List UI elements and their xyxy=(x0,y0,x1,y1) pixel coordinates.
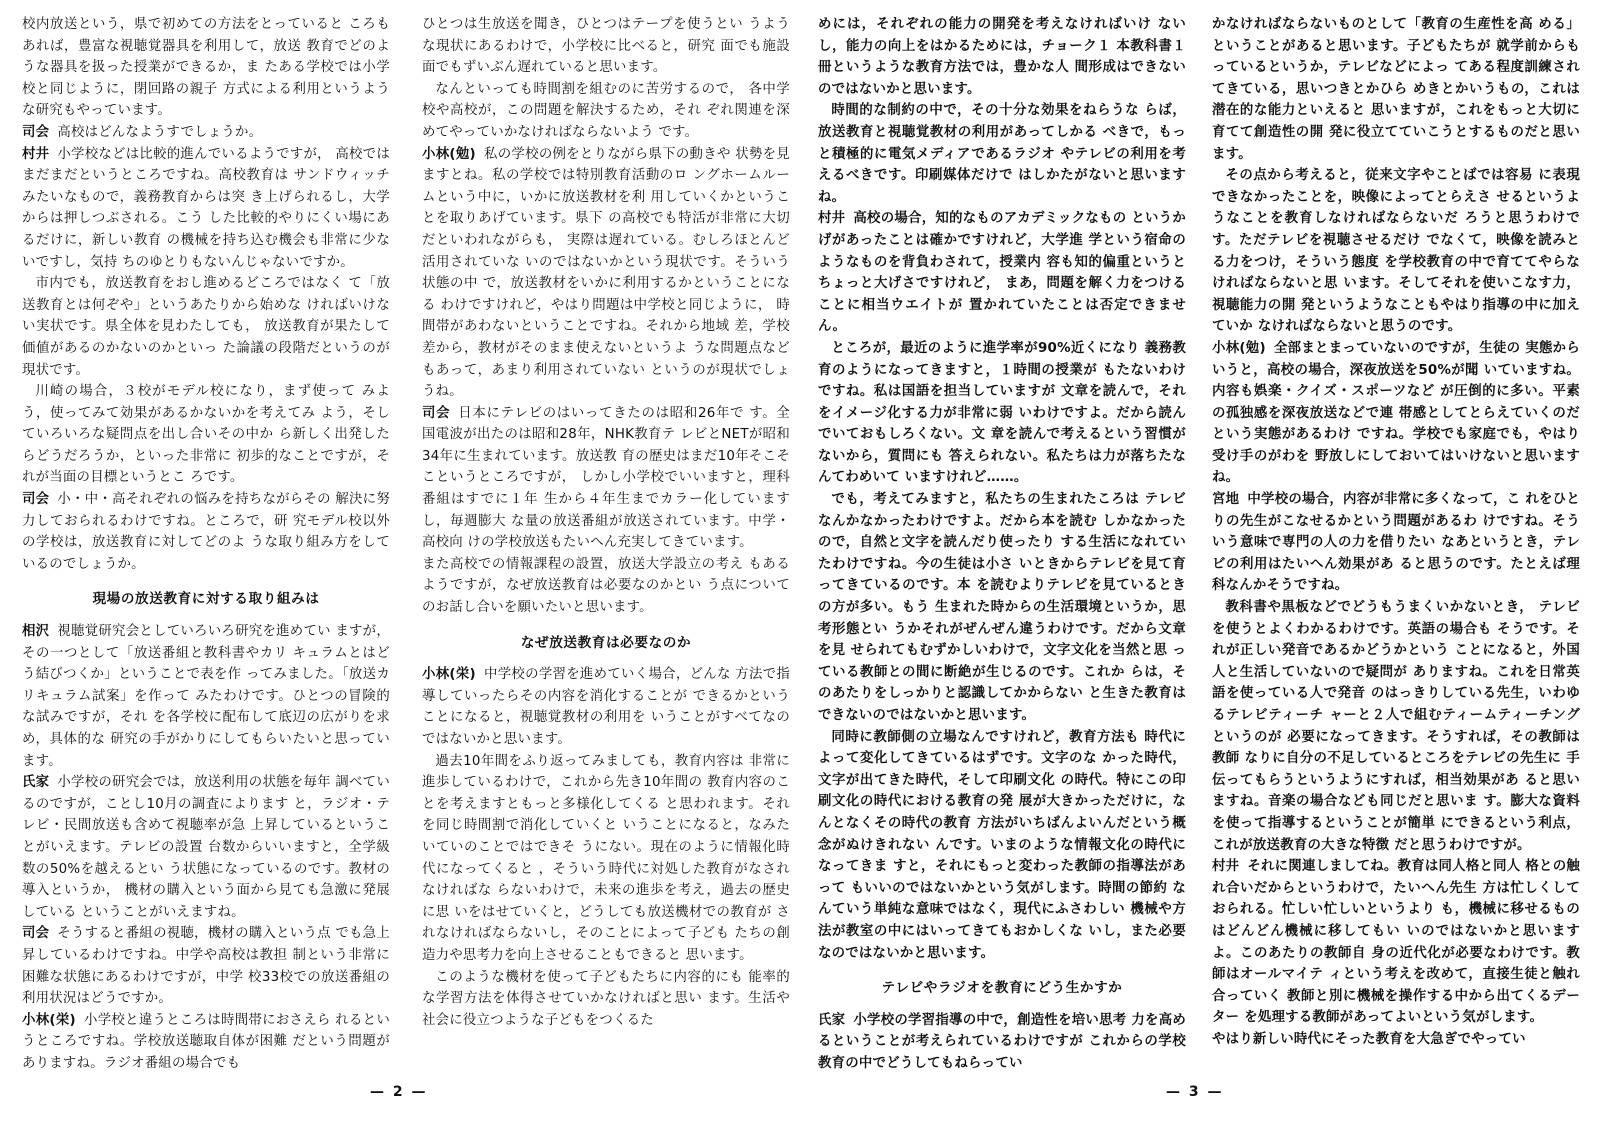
paragraph: また高校での情報課程の設置，放送大学設立の考え もあるようですが，なぜ放送教育は必要なのかとい う点についてのお話し合いを願いたいと思います。 xyxy=(422,556,790,616)
dialogue-paragraph xyxy=(22,772,390,923)
section-heading: なぜ放送教育は必要なのか xyxy=(520,634,692,651)
speaker-name: 小林(栄) xyxy=(422,667,476,683)
dialogue-paragraph xyxy=(422,664,790,750)
dialogue-paragraph xyxy=(22,489,390,575)
speech-text: 中学校の学習を進めていく場合，どんな 方法で指導していったらその内容を消化することが できるかということになると，視聴覚教材の利用を いうことがすべてなのではないかと思います。 xyxy=(422,667,790,747)
paragraph: 過去10年間をふり返ってみましても，教育内容は 非常に進歩しているわけで，これから先き10年間の 教育内容のことを考えますともっと多様化してくる と思われます。それを同じ時間割で消化していくと いうことになると，なみたいていのことではできそ うにない。現在のように情報化時代になってくると ，そういう時代に対処した教育がなされなければな らないわけで，未来の進歩を考え，過去の歴史に思 いをはせていくと，どうしても放送機材での教育が されなければならないし，そのことによって子ども たちの創造力や思考力を向上させることもできると 思います。 xyxy=(422,753,790,963)
dialogue-paragraph xyxy=(1212,489,1580,597)
paragraph: 川崎の場合，３校がモデル校になり，まず使って みよう，使ってみて効果があるかないかを考えてみ よう，そしていろいろな疑問点を出し合いその中か ら新しく出発したらどうだろうか，といった非常に 初歩的なことですが，それが当面の目標というとこ ろです。 xyxy=(22,384,390,486)
speaker-name: 司会 xyxy=(22,492,50,508)
speaker-name: 村井 xyxy=(818,211,846,227)
speech-text: 小学校と違うところは時間帯におさえら れるというところですね。学校放送聴取自体が困難 だという問題がありますね。ラジオ番組の場合でも xyxy=(22,1012,390,1071)
dialogue-paragraph xyxy=(22,923,390,1009)
speaker-name: 小林(勉) xyxy=(1212,340,1266,356)
dialogue-paragraph xyxy=(22,1010,390,1075)
page-number: — 3 — xyxy=(1166,1084,1224,1100)
speaker-name: 相沢 xyxy=(22,624,50,640)
dialogue-paragraph xyxy=(1212,856,1580,1029)
right-page-column-2 xyxy=(1212,14,1580,1051)
paragraph: その点から考えると，従来文字やことばでは容易 に表現できなかったことを，映像によってとらえさ せるというようなことを教育しなければならないだ ろうと思うわけです。ただテレビを視聴させるだけ でなくて，映像を読みとる力をつけ，そういう態度 を学校教育の中で育ててやらなければならないと思 います。そしてそれを使いこなす力，視聴能力の開 発というようなこともやはり指導の中に加えていか なければならないと思うのです。 xyxy=(1212,168,1580,335)
paragraph: なんといっても時間割を組むのに苦労するので， 各中学校や高校が，この問題を解決するため，それ ぞれ関連を深めてやっていかなければならないよう です。 xyxy=(422,81,790,140)
speech-text: それに関連しましてね。教育は同人格と同人 格との触れ合いだからというわけで，たいへん先生 方は忙しくしておられる。忙しい忙しいというより も，機械に移せるものはどんどん機械に移してもい いのではないかと思いますよ。このあたりの教師自 身の近代化が必要なわけです。教師はオールマイテ ィという考えを改めて，直接生徒と触れ合っていく 教師と別に機械を操作する中から出てくるデーター を処理する教師があってよいという気がします。 xyxy=(1212,859,1580,1026)
speaker-name: 司会 xyxy=(22,124,50,140)
speech-text: 高校はどんなようすでしょうか。 xyxy=(57,124,263,140)
paragraph: 同時に教師側の立場なんですけれど，教育方法も 時代によって変化してきているはずです。文字のな かった時代，文字が出てきた時代，そして印刷文化 の時代。特にこの印刷文化の時代における教育の発 展が大きかっただけに，なんとなくその時代の教育 方法がいちばんよいんだという概念がぬけきれない んです。いまのような情報文化の時代になってきま すと，それにもっと変わった教師の指導法があって もいいのではないかという気がします。時間の節約 なんていう単純な意味ではなく，現代にふさわしい 機械や方法が教室の中にはいってきてもおかしくな いし，また必要なのではないかと思います。 xyxy=(818,729,1186,961)
speaker-name: 小林(勉) xyxy=(422,146,476,162)
paragraph: 時間的な制約の中で，その十分な効果をねらうな らば，放送教育と視聴覚教材の利用があってしかる べきで，もっと積極的に電気メディアであるラジオ やテレビの利用を考えるべきです。印刷媒体だけで はしかたがないと思いますね。 xyxy=(818,103,1186,205)
section-heading: テレビやラジオを教育にどう生かすか xyxy=(881,980,1123,997)
paragraph: でも，考えてみますと，私たちの生まれたころは テレビなんかなかったわけですよ。だから本を読む しかなかったので，自然と文字を読んだり使ったり する生活になれていたわけですね。今の生徒は小さ いときからテレビを見て育ってきているのです。本 を読むよりテレビを見ているときの方が多い。もう 生まれた時からの生活環境というか，思考形態とい うかそれがぜんぜん違うわけです。だから文章を見 せられてもむずかしいわけで，文字文化を当然と思 っている教師との間に断絶が生じるのです。これか らは，そのあたりをしっかりと認識してかからない と生きた教育はできないのではないかと思います。 xyxy=(818,492,1186,723)
paragraph: 教科書や黒板などでどうもうまくいかないとき， テレビを使うとよくわかるわけです。英語の場合も そうです。それが正しい発音であるかどうかという ことになると，外国人と生活していないので疑問が ありますね。これを日常英語を使っている人で発音 のはっきりしている先生，いわゆるテレビティーチ ャーと２人で組むティームティーチングというのが 必要になってきます。そうすれば，その教師は教師 なりに自分の不足しているところをテレビの先生に 手伝ってもらうというようにすれば，相当効果があ ると思いますね。音楽の場合なども同じだと思いま す。膨大な資料を使って指導するということが簡単 にできるという利点，これが放送教育の大きな特徴 だと思うわけですが。 xyxy=(1212,600,1580,853)
speech-text: 小学校の学習指導の中で，創造性を培い思考 力を高めるということが考えられているわけですが これからの学校教育の中でどうしてもねらってい xyxy=(818,1012,1186,1071)
speech-text: 小・中・高それぞれの悩みを持ちながらその 解決に努力しておられるわけですね。ところで，研 究モデル校以外の学校は，放送教育に対してどのよ うな取り組み方をしているのでしょうか。 xyxy=(22,492,390,572)
dialogue-paragraph xyxy=(22,122,390,144)
speaker-name: 氏家 xyxy=(818,1012,846,1028)
speaker-name: 司会 xyxy=(22,926,50,942)
paragraph: ところが，最近のように進学率が90%近くになり 義務教育のようになってきますと，１時間の授業が もたないわけですね。私は国語を担当していますが 文章を読んで，それをイメージ化する力が非常に弱 いわけですよ。だから読んでいておもしろくない。文 章を読んで考えるという習慣がないから，質問にも 答えられない。私たちは力が落ちたなんてわめいて いますけれど……。 xyxy=(818,340,1186,486)
speech-text: そうすると番組の視聴，機材の購入という点 でも急上昇しているわけですね。中学や高校は教担 制という非常に困難な状態にあるわけですが，中学 校33校での放送番組の利用状況はどうですか。 xyxy=(22,926,390,1007)
dialogue-paragraph xyxy=(422,144,790,403)
dialogue-paragraph xyxy=(818,1010,1186,1075)
speech-text: 小学校などは比較的進んでいるようですが， 高校ではまだまだというところですね。高校教育は サンドウィッチみたいなもので，義務教育からは突 き上げられるし，大学からは押しつぶされる。こう した比較的やりにくい場にあるだけに，新しい教育 の機械を持ち込む機会も非常に少ないですし，気持 ちのゆとりもないんじゃないですか。 xyxy=(22,146,390,270)
paragraph: 校内放送という，県で初めての方法をとっていると ころもあれば，豊富な視聴覚器具を利用して，放送 教育でどのような器具を扱った授業ができるか，ま たある学校では小学校と同じように，閉回路の親子 方式による利用というような研究もやっています。 xyxy=(22,17,390,119)
right-page-column-1 xyxy=(818,14,1186,1075)
dialogue-paragraph xyxy=(1212,338,1580,489)
speaker-name: 小林(栄) xyxy=(22,1012,76,1028)
paragraph: やはり新しい時代にそった教育を大急ぎでやってい xyxy=(1212,1031,1526,1047)
paragraph: 市内でも，放送教育をおし進めるどころではなく て「放送教育とは何ぞや」というあたりから始めな ければいけない実状です。県全体を見わたしても， 放送教育が果たして価値があるのかないのかといっ た論議の段階だというのが現状です。 xyxy=(22,276,390,378)
speech-text: 私の学校の例をとりながら県下の動きや 状勢を見ますとね。私の学校では特別教育活動のロ ングホームルームという中に，いかに放送教材を利 用していくかということを取りあげています。県下 の高校でも特活が非常に大切だといわれながらも， 実際は遅れている。むしろほとんど活用されていな いのではないかという現状です。そういう状態の中 で，放送教材をいかに利用するかということになる わけですけれど，やはり問題は中学校と同じように， 時間帯があわないということですね。それから地域 差，学校差から，教材がそのまま使えないというよ うな問題点などもあって，あまり利用されていない というのが現状でしょうね。 xyxy=(422,146,790,400)
left-page-column-2 xyxy=(422,14,790,1031)
speaker-name: 司会 xyxy=(422,405,451,421)
dialogue-paragraph xyxy=(422,403,790,554)
speaker-name: 宮地 xyxy=(1212,492,1240,508)
paragraph: かなければならないものとして「教育の生産性を高 める」ということがあると思います。子どもたちが 就学前からもっているというか，テレビなどによっ てある程度訓練されてきている，思いつきとかひら めきとかいうもの，これは潜在的な能力といえると 思いますが，これをもっと大切に育てて創造性の開 発に役立てていこうとするものだと思います。 xyxy=(1212,17,1580,162)
section-heading: 現場の放送教育に対する取り組みは xyxy=(92,591,320,608)
speech-text: 中学校の場合，内容が非常に多くなって，こ れをひとりの先生がこなせるかという問題があるわ けですね。そういう意味で専門の人の力を借りたい なあというとき，テレビの利用はたいへん効果があ ると思うのです。たとえば理科なんかそうですね。 xyxy=(1212,492,1580,594)
dialogue-paragraph xyxy=(22,144,390,274)
speaker-name: 村井 xyxy=(22,146,50,162)
left-page-column-1 xyxy=(22,14,390,1075)
paragraph: めには，それぞれの能力の開発を考えなければいけ ないし，能力の向上をはかるためには，チョーク１ 本教科書１冊というような教育方法では，豊かな人 間形成はできないのではないかと思います。 xyxy=(818,17,1186,97)
paragraph: このような機材を使って子どもたちに内容的にも 能率的な学習方法を体得させていかなければと思い ます。生活や社会に役立つような子どもをつくるた xyxy=(422,969,790,1028)
speech-text: 視聴覚研究会としていろいろ研究を進めてい ますが，その一つとして「放送番組と教科書やカリ キュラムとはどう結びつくか」ということで表を作 ってみました。「放送カリキュラム試案」を作って みたわけです。ひとつの冒険的な試みですが，それ を各学校に配布して底辺の広がりを求め，具体的な 研究の手がかりにしてもらいたいと思っています。 xyxy=(22,624,390,769)
speech-text: 日本にテレビのはいってきたのは昭和26年で す。全国電波が出たのは昭和28年，NHK教育テ レビとNETが昭和34年に生まれています。放送教 育の歴史はまだ10年そこそこというところですが， しかし小学校でいいますと，理科番組はすでに１年 生から４年生までカラー化していますし，毎週膨大 な量の放送番組が放送されています。中学・高校向 けの学校放送もたいへん充実してきています。 xyxy=(422,405,790,551)
speech-text: 小学校の研究会では，放送利用の状態を毎年 調べているのですが，ことし10月の調査によります と，ラジオ・テレビ・民間放送も含めて視聴率が急 上昇しているということがいえます。テレビの設置 台数からいいますと，全学級数の50%を越えるとい う状態になっているのです。教材の導入というか， 機材の購入という面から見ても急激に発展している ということがいえますね。 xyxy=(22,775,390,920)
paragraph: ひとつは生放送を聞き，ひとつはテープを使うとい うような現状にあるわけで，小学校に比べると，研究 面でも施設面でもずいぶん遅れていると思います。 xyxy=(422,17,790,76)
dialogue-paragraph xyxy=(818,208,1186,338)
speech-text: 全部まとまっていないのですが，生徒の 実態からいうと，高校の場合，深夜放送を50%が聞 いていますね。内容も娯楽・クイズ・スポーツなど が圧倒的に多い。平素の孤独感を深夜放送などで連 帯感としてとらえていくのだという実態があるわけ ですね。学校でも家庭でも，やはり受け手のがわを 野放しにしておいてはいけないと思いますね。 xyxy=(1212,340,1580,486)
speaker-name: 氏家 xyxy=(22,775,50,791)
page-number: — 2 — xyxy=(370,1084,428,1100)
dialogue-paragraph xyxy=(22,621,390,772)
speaker-name: 村井 xyxy=(1212,859,1240,875)
speech-text: 高校の場合，知的なものアカデミックなもの というかげがあったことは確かですけれど，大学進 学という宿命のようなものを背負わされて，授業内 容も知的偏重というとちょっと大げさですけれど， まあ，問題を解く力をつけることに相当ウエイトが 置かれていたことは否定できません。 xyxy=(818,211,1186,335)
